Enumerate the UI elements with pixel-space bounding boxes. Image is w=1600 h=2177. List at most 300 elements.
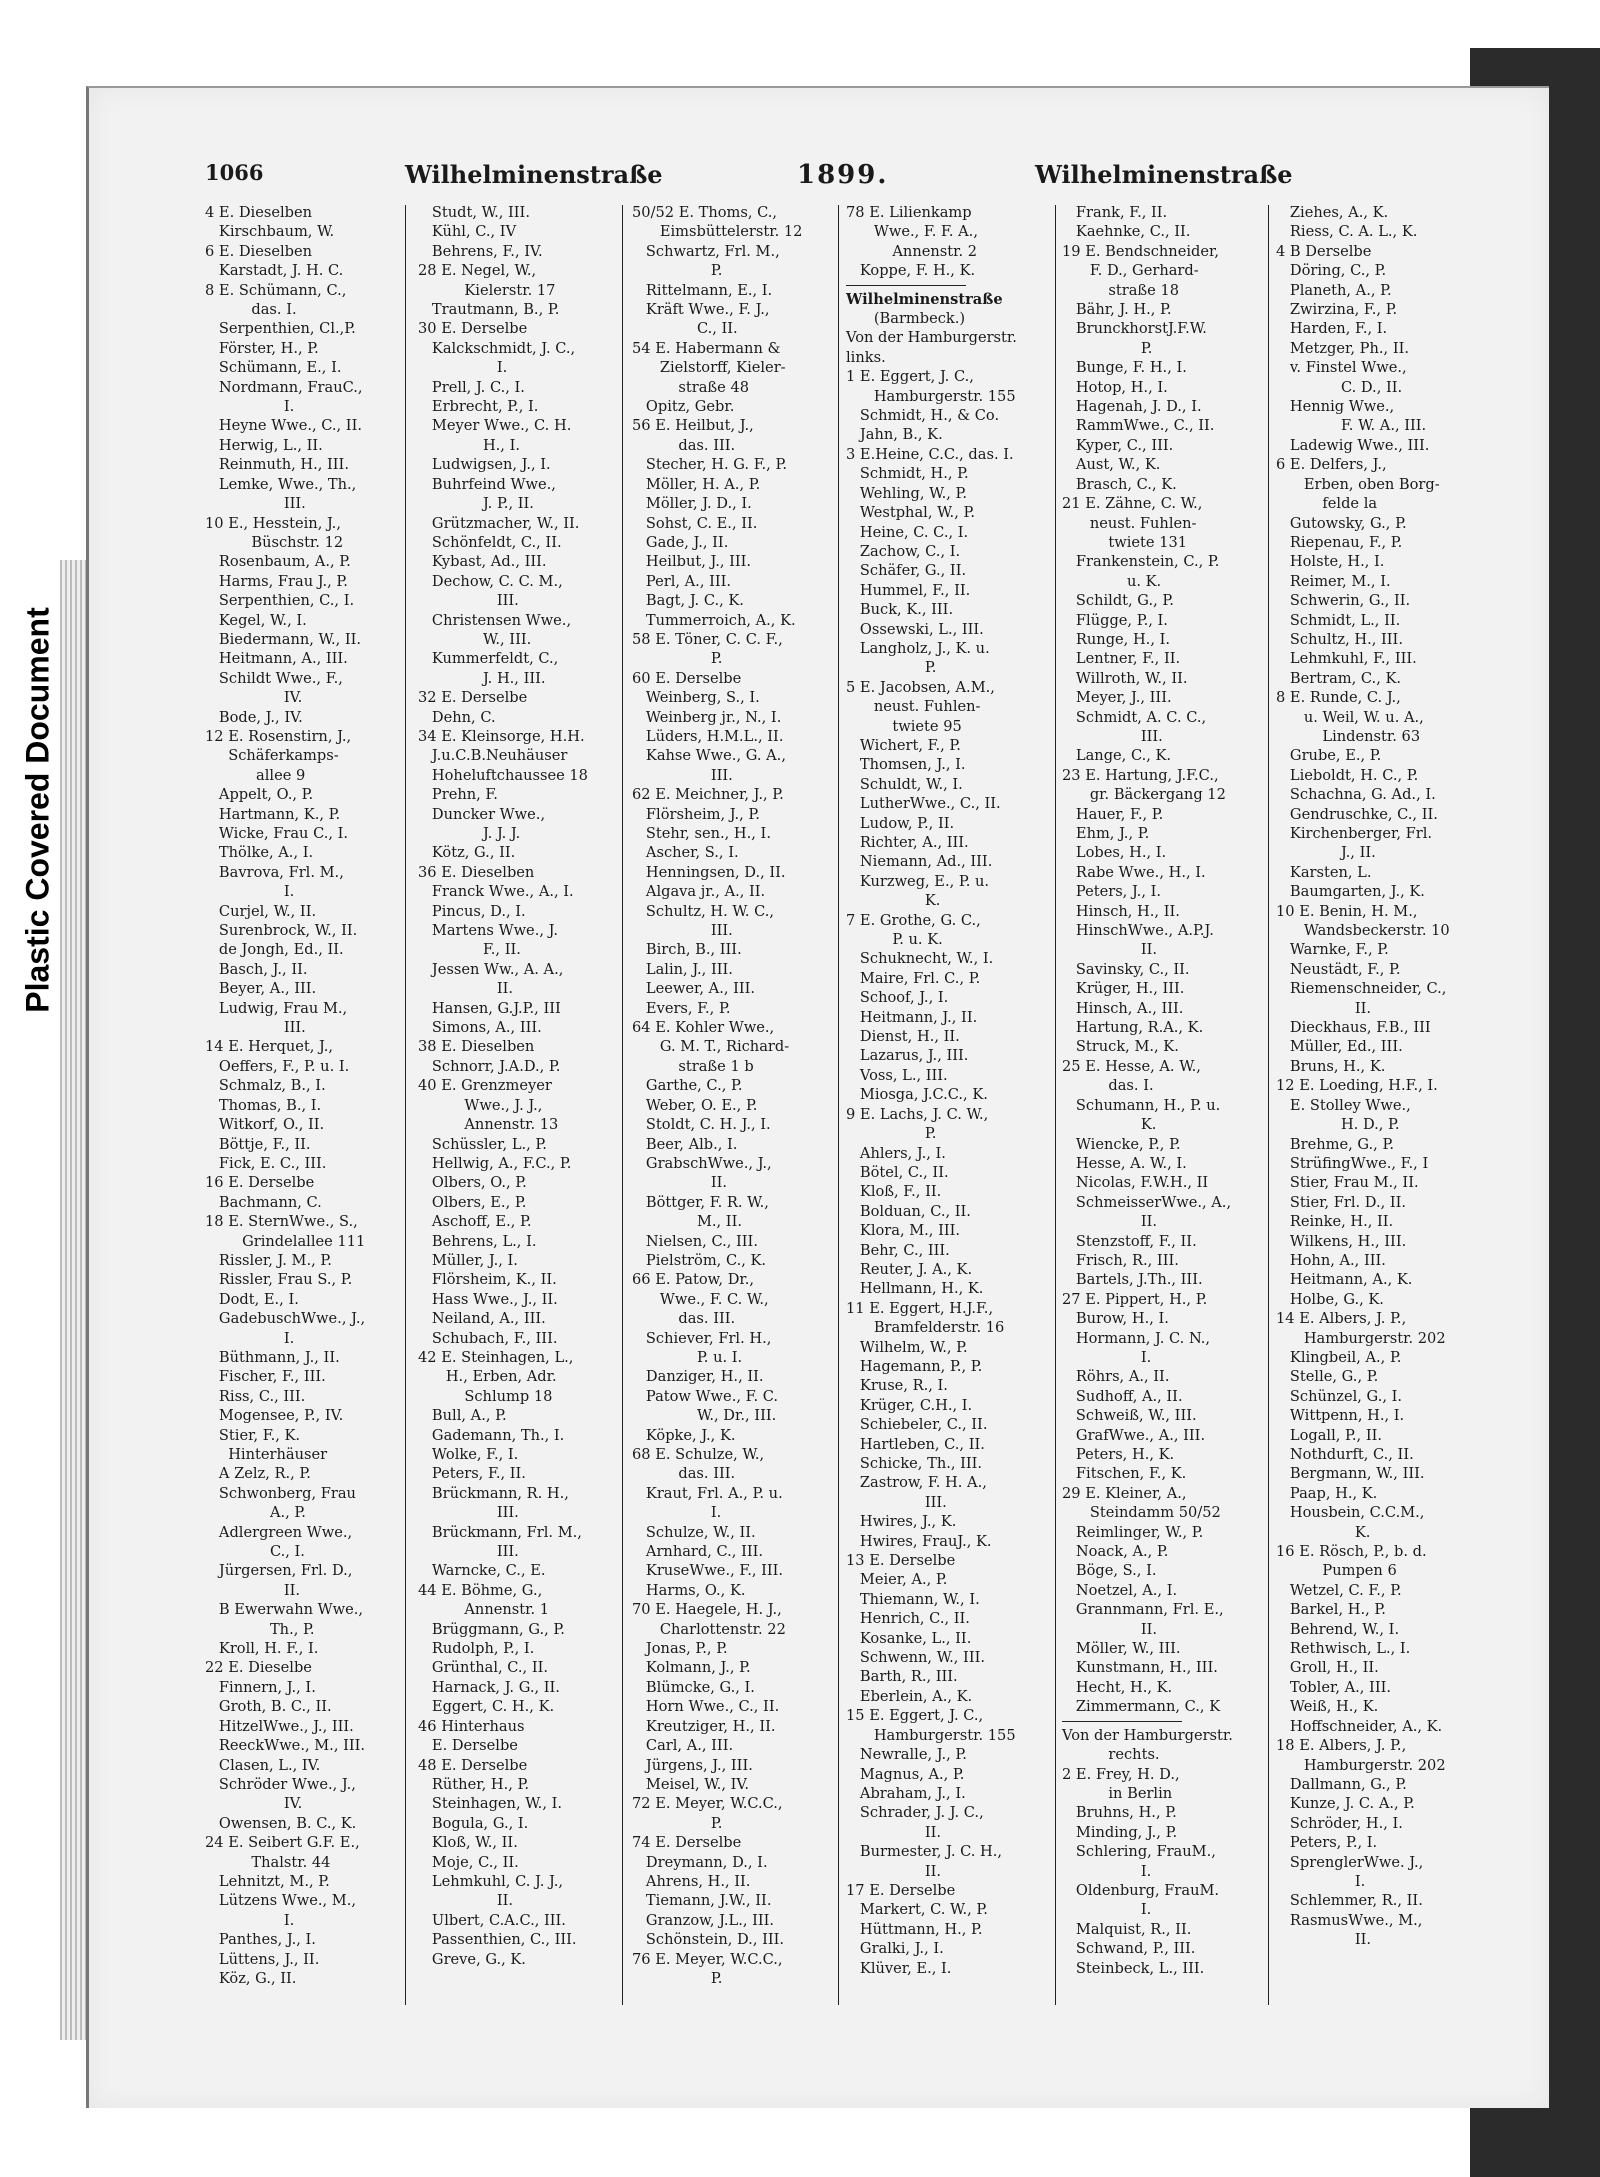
- directory-line: C., II.: [632, 320, 738, 338]
- directory-line: Pielström, C., K.: [632, 1251, 767, 1269]
- directory-column-1: [205, 203, 365, 1988]
- directory-line: Harms, O., K.: [632, 1581, 746, 1599]
- directory-line: 36 E. Dieselben: [418, 863, 535, 881]
- directory-line: Kirchenberger, Frl.: [1276, 825, 1433, 842]
- directory-line: Möller, J. D., I.: [632, 495, 752, 513]
- directory-line: Schmidt, L., II.: [1276, 611, 1401, 629]
- directory-line: Garthe, C., P.: [632, 1077, 743, 1095]
- directory-line: Warncke, C., E.: [418, 1562, 546, 1580]
- directory-line: Lentner, F., II.: [1062, 650, 1181, 668]
- directory-line: Kunstmann, H., III.: [1062, 1659, 1218, 1677]
- directory-line: J. J. J.: [418, 825, 521, 842]
- directory-line: Bavrova, Frl. M.,: [205, 863, 344, 881]
- directory-line: Greve, G., K.: [418, 1950, 526, 1968]
- directory-line: III.: [205, 495, 306, 513]
- directory-line: Wetzel, C. F., P.: [1276, 1581, 1402, 1599]
- directory-line: Kolmann, J., P.: [632, 1659, 751, 1677]
- directory-line: Schwerin, G., II.: [1276, 592, 1411, 610]
- directory-line: 50/52 E. Thoms, C.,: [632, 204, 778, 221]
- directory-line: Von der Hamburgerstr.: [846, 329, 1017, 347]
- directory-line: Weinberg jr., N., I.: [632, 708, 782, 726]
- directory-line: Brückmann, Frl. M.,: [418, 1523, 582, 1541]
- directory-line: GrafWwe., A., III.: [1062, 1426, 1206, 1444]
- directory-line: Kraut, Frl. A., P. u.: [632, 1484, 783, 1502]
- directory-line: 42 E. Steinhagen, L.,: [418, 1348, 574, 1366]
- directory-line: W., Dr., III.: [632, 1407, 777, 1425]
- directory-line: Christensen Wwe.,: [418, 611, 572, 629]
- directory-line: II.: [418, 980, 514, 998]
- directory-line: Opitz, Gebr.: [632, 398, 735, 416]
- directory-line: Logall, P., II.: [1276, 1426, 1382, 1444]
- directory-line: Bull, A., P.: [418, 1407, 507, 1425]
- directory-line: Hinsch, H., II.: [1062, 902, 1180, 920]
- directory-line: I.: [205, 1329, 295, 1347]
- directory-line: Brückmann, R. H.,: [418, 1484, 569, 1502]
- directory-line: Bunge, F. H., I.: [1062, 359, 1187, 377]
- directory-line: Behrens, F., IV.: [418, 242, 543, 260]
- directory-line: 6 E. Dieselben: [205, 242, 313, 260]
- directory-line: RasmusWwe., M.,: [1276, 1911, 1423, 1929]
- directory-line: Pincus, D., I.: [418, 902, 526, 920]
- directory-line: Stier, F., K.: [205, 1426, 301, 1444]
- directory-line: HitzelWwe., J., III.: [205, 1717, 354, 1735]
- side-label: [8, 540, 68, 1080]
- directory-line: Brehme, G., P.: [1276, 1135, 1394, 1153]
- directory-line: Reinke, H., II.: [1276, 1213, 1394, 1231]
- directory-line: I.: [1276, 1872, 1366, 1890]
- directory-line: Harms, Frau J., P.: [205, 572, 348, 590]
- directory-line: 16 E. Rösch, P., b. d.: [1276, 1543, 1427, 1561]
- directory-line: Bötel, C., II.: [846, 1163, 949, 1181]
- directory-line: 7 E. Grothe, G. C.,: [846, 911, 981, 929]
- section-rule: [1062, 1721, 1182, 1722]
- directory-line: Meyer Wwe., C. H.: [418, 417, 572, 435]
- directory-line: Kirschbaum, W.: [205, 223, 335, 241]
- directory-line: Ludow, P., II.: [846, 814, 955, 832]
- directory-line: Grünthal, C., II.: [418, 1659, 548, 1677]
- directory-line: Hesse, A. W., I.: [1062, 1154, 1187, 1172]
- directory-line: Jürgersen, Frl. D.,: [205, 1562, 353, 1580]
- directory-line: Horn Wwe., C., II.: [632, 1698, 780, 1716]
- directory-line: Fischer, F., III.: [205, 1368, 326, 1386]
- directory-line: I.: [205, 883, 295, 901]
- directory-line: Meisel, W., IV.: [632, 1775, 749, 1793]
- directory-line: Birch, B., III.: [632, 941, 742, 959]
- directory-line: Stehr, sen., H., I.: [632, 825, 771, 842]
- directory-line: Ehm, J., P.: [1062, 825, 1150, 842]
- directory-line: Grützmacher, W., II.: [418, 514, 580, 532]
- directory-line: Olbers, O., P.: [418, 1174, 527, 1192]
- directory-line: Zachow, C., I.: [846, 542, 961, 560]
- directory-line: Möller, W., III.: [1062, 1640, 1181, 1658]
- column-divider: [622, 205, 623, 2005]
- directory-line: II.: [1062, 1213, 1158, 1231]
- directory-line: Schwand, P., III.: [1062, 1940, 1196, 1958]
- directory-line: Grindelallee 111: [205, 1232, 366, 1250]
- directory-line: Peters, J., I.: [1062, 883, 1161, 901]
- directory-line: 14 E. Herquet, J.,: [205, 1038, 333, 1056]
- directory-line: 8 E. Schümann, C.,: [205, 281, 347, 299]
- directory-line: 56 E. Heilbut, J.,: [632, 417, 754, 435]
- directory-line: Henrich, C., II.: [846, 1610, 970, 1628]
- directory-line: Hüttmann, H., P.: [846, 1920, 983, 1938]
- directory-line: Stier, Frl. D., II.: [1276, 1193, 1407, 1211]
- directory-line: 25 E. Hesse, A. W.,: [1062, 1057, 1201, 1075]
- directory-line: Oeffers, F., P. u. I.: [205, 1057, 350, 1075]
- section-subtitle: (Barmbeck.): [846, 310, 966, 328]
- directory-line: Algava jr., A., II.: [632, 883, 766, 901]
- directory-line: LutherWwe., C., II.: [846, 795, 1001, 813]
- directory-line: 29 E. Kleiner, A.,: [1062, 1484, 1187, 1502]
- directory-line: Willroth, W., II.: [1062, 669, 1188, 687]
- directory-line: Trautmann, B., P.: [418, 301, 560, 319]
- directory-line: III.: [418, 1504, 519, 1522]
- directory-line: StrüfingWwe., F., I: [1276, 1154, 1429, 1172]
- directory-line: Hinsch, A., III.: [1062, 999, 1184, 1017]
- directory-line: 18 E. SternWwe., S.,: [205, 1213, 358, 1231]
- directory-line: Franck Wwe., A., I.: [418, 883, 574, 901]
- directory-line: Biedermann, W., II.: [205, 630, 362, 648]
- directory-line: 34 E. Kleinsorge, H.H.: [418, 727, 585, 745]
- directory-line: Nordmann, FrauC.,: [205, 378, 363, 396]
- directory-line: G. M. T., Richard-: [632, 1038, 790, 1056]
- directory-line: Holste, H., I.: [1276, 553, 1385, 571]
- directory-line: Dehn, C.: [418, 708, 496, 726]
- directory-line: K.: [1062, 1116, 1157, 1134]
- directory-line: Karsten, L.: [1276, 863, 1372, 881]
- directory-line: Grube, E., P.: [1276, 747, 1382, 765]
- directory-line: C. D., II.: [1276, 378, 1403, 396]
- directory-line: 12 E. Rosenstirn, J.,: [205, 727, 352, 745]
- directory-line: Wilkens, H., III.: [1276, 1232, 1407, 1250]
- directory-line: 46 Hinterhaus: [418, 1717, 525, 1735]
- directory-line: Hennig Wwe.,: [1276, 398, 1395, 416]
- directory-line: Bogula, G., I.: [418, 1814, 529, 1832]
- directory-line: neust. Fuhlen-: [1062, 514, 1197, 532]
- directory-line: Granzow, J.L., III.: [632, 1911, 775, 1929]
- directory-line: Stoldt, C. H. J., I.: [632, 1116, 771, 1134]
- directory-line: Burmester, J. C. H.,: [846, 1843, 1003, 1861]
- directory-line: P. u. K.: [846, 931, 943, 949]
- directory-line: Schäfer, G., II.: [846, 562, 967, 580]
- directory-line: Aust, W., K.: [1062, 456, 1161, 474]
- directory-line: Bruns, H., K.: [1276, 1057, 1386, 1075]
- directory-line: Hamburgerstr. 155: [846, 387, 1016, 405]
- directory-line: Schildt, G., P.: [1062, 592, 1174, 610]
- directory-line: 15 E. Eggert, J. C.,: [846, 1707, 984, 1725]
- directory-line: I.: [1062, 1348, 1152, 1366]
- directory-line: Rudolph, P., I.: [418, 1640, 535, 1658]
- directory-line: Henningsen, D., II.: [632, 863, 786, 881]
- directory-line: Arnhard, C., III.: [632, 1543, 764, 1561]
- directory-line: Ahlers, J., I.: [846, 1144, 946, 1162]
- directory-line: Nicolas, F.W.H., II: [1062, 1174, 1209, 1192]
- directory-line: Ahrens, H., II.: [632, 1872, 751, 1890]
- directory-line: Weber, O. E., P.: [632, 1096, 758, 1114]
- directory-line: M., II.: [632, 1213, 742, 1231]
- directory-line: Newralle, J., P.: [846, 1746, 967, 1764]
- column-divider: [405, 205, 406, 2005]
- directory-line: 74 E. Derselbe: [632, 1834, 742, 1852]
- directory-line: 8 E. Runde, C. J.,: [1276, 689, 1401, 707]
- directory-line: Schiever, Frl. H.,: [632, 1329, 772, 1347]
- directory-line: Thalstr. 44: [205, 1853, 331, 1871]
- directory-line: Danziger, H., II.: [632, 1368, 764, 1386]
- directory-line: 32 E. Derselbe: [418, 689, 528, 707]
- directory-line: das. III.: [632, 436, 736, 454]
- directory-line: Heitmann, A., K.: [1276, 1271, 1413, 1289]
- directory-line: ReeckWwe., M., III.: [205, 1737, 366, 1755]
- directory-line: u. Weil, W. u. A.,: [1276, 708, 1424, 726]
- directory-line: Riss, C., III.: [205, 1387, 306, 1405]
- directory-line: Beer, Alb., I.: [632, 1135, 738, 1153]
- directory-line: I.: [632, 1504, 722, 1522]
- directory-line: J. P., II.: [418, 495, 534, 513]
- directory-line: Behr, C., III.: [846, 1241, 950, 1259]
- directory-line: P.: [846, 1125, 937, 1143]
- directory-line: Simons, A., III.: [418, 1019, 542, 1037]
- directory-line: Schröder Wwe., J.,: [205, 1775, 356, 1793]
- directory-line: 16 E. Derselbe: [205, 1174, 315, 1192]
- directory-line: Köpke, J., K.: [632, 1426, 736, 1444]
- directory-line: KruseWwe., F., III.: [632, 1562, 784, 1580]
- directory-line: Schäferkamps-: [205, 747, 339, 765]
- directory-line: Stenzstoff, F., II.: [1062, 1232, 1197, 1250]
- directory-line: Kreutziger, H., II.: [632, 1717, 776, 1735]
- directory-line: Baumgarten, J., K.: [1276, 883, 1425, 901]
- directory-line: IV.: [205, 1795, 303, 1813]
- directory-line: 19 E. Bendschneider,: [1062, 242, 1219, 260]
- directory-line: Lemke, Wwe., Th.,: [205, 475, 357, 493]
- directory-line: Peters, P., I.: [1276, 1834, 1378, 1852]
- directory-line: I.: [205, 1911, 295, 1929]
- header-street-right: Wilhelminenstraße: [1035, 160, 1293, 189]
- directory-line: Behrend, W., I.: [1276, 1620, 1400, 1638]
- directory-line: Hwires, FrauJ., K.: [846, 1532, 992, 1550]
- directory-line: 62 E. Meichner, J., P.: [632, 786, 784, 804]
- directory-line: Aschoff, E., P.: [418, 1213, 532, 1231]
- directory-line: Nielsen, C., III.: [632, 1232, 758, 1250]
- directory-line: Evers, F., P.: [632, 999, 731, 1017]
- directory-line: 60 E. Derselbe: [632, 669, 742, 687]
- directory-column-3: [632, 203, 802, 1988]
- directory-line: K.: [846, 892, 941, 910]
- directory-line: Koppe, F. H., K.: [846, 262, 976, 280]
- directory-line: Gendruschke, C., II.: [1276, 805, 1438, 823]
- directory-line: Nothdurft, C., II.: [1276, 1446, 1414, 1463]
- directory-line: Brasch, C., K.: [1062, 475, 1177, 493]
- directory-line: Brüggmann, G., P.: [418, 1620, 565, 1638]
- directory-line: 10 E., Hesstein, J.,: [205, 514, 341, 532]
- directory-line: Schmidt, A. C. C.,: [1062, 708, 1207, 726]
- directory-line: Hagenah, J. D., I.: [1062, 398, 1202, 416]
- directory-line: 23 E. Hartung, J.F.C.,: [1062, 766, 1219, 784]
- directory-line: Schwenn, W., III.: [846, 1649, 985, 1667]
- directory-line: Lieboldt, H. C., P.: [1276, 766, 1419, 784]
- directory-line: Böttje, F., II.: [205, 1135, 311, 1153]
- directory-line: Zwirzina, F., P.: [1276, 301, 1398, 319]
- directory-column-5: [1062, 203, 1233, 1978]
- directory-line: Annenstr. 2: [846, 242, 978, 260]
- directory-line: 5 E. Jacobsen, A.M.,: [846, 678, 995, 696]
- directory-line: Neiland, A., III.: [418, 1310, 546, 1328]
- directory-line: 10 E. Benin, H. M.,: [1276, 902, 1418, 920]
- directory-line: Ludwig, Frau M.,: [205, 999, 348, 1017]
- directory-line: II.: [632, 1174, 728, 1192]
- directory-line: Klora, M., III.: [846, 1222, 961, 1240]
- directory-line: Büschstr. 12: [205, 533, 344, 551]
- directory-column-4: [846, 203, 1017, 1978]
- directory-line: Dechow, C. C. M.,: [418, 572, 563, 590]
- directory-line: Langholz, J., K. u.: [846, 639, 990, 657]
- directory-line: 38 E. Dieselben: [418, 1038, 535, 1056]
- directory-line: Heitmann, A., III.: [205, 650, 348, 668]
- directory-line: Hormann, J. C. N.,: [1062, 1329, 1211, 1347]
- directory-line: SchmeisserWwe., A.,: [1062, 1193, 1232, 1211]
- directory-line: Steinbeck, L., III.: [1062, 1959, 1205, 1977]
- directory-line: Herwig, L., II.: [205, 436, 323, 454]
- directory-line: Harden, F., I.: [1276, 320, 1388, 338]
- directory-line: Steindamm 50/52: [1062, 1504, 1221, 1522]
- directory-line: Hummel, F., II.: [846, 581, 971, 599]
- header-street-left: Wilhelminenstraße: [405, 160, 663, 189]
- directory-line: Kyper, C., III.: [1062, 436, 1174, 454]
- header-year: 1899.: [797, 160, 889, 190]
- directory-line: allee 9: [205, 766, 306, 784]
- directory-line: Dodt, E., I.: [205, 1290, 299, 1308]
- directory-line: Charlottenstr. 22: [632, 1620, 786, 1638]
- directory-line: IV.: [205, 689, 303, 707]
- directory-line: Dieckhaus, F.B., III: [1276, 1019, 1431, 1037]
- directory-line: Lützens Wwe., M.,: [205, 1892, 356, 1910]
- directory-line: Kroll, H. F., I.: [205, 1640, 319, 1658]
- directory-line: Stier, Frau M., II.: [1276, 1174, 1419, 1192]
- directory-line: P. u. I.: [632, 1348, 743, 1366]
- directory-line: Kaehnke, C., II.: [1062, 223, 1191, 241]
- directory-line: 58 E. Töner, C. C. F.,: [632, 630, 783, 648]
- directory-line: Böttger, F. R. W.,: [632, 1193, 769, 1211]
- directory-line: Wandsbeckerstr. 10: [1276, 922, 1450, 940]
- directory-line: 13 E. Derselbe: [846, 1552, 956, 1570]
- directory-line: Hass Wwe., J., II.: [418, 1290, 558, 1308]
- directory-line: Schuknecht, W., I.: [846, 950, 994, 968]
- directory-line: Bolduan, C., II.: [846, 1202, 971, 1220]
- directory-line: 24 E. Seibert G.F. E.,: [205, 1834, 360, 1852]
- directory-line: 4 E. Dieselben: [205, 204, 313, 221]
- directory-line: 72 E. Meyer, W.C.C.,: [632, 1795, 783, 1813]
- directory-line: Tobler, A., III.: [1276, 1678, 1391, 1696]
- directory-line: Schultz, H., III.: [1276, 630, 1403, 648]
- directory-line: F., II.: [418, 941, 521, 959]
- directory-line: Riepenau, F., P.: [1276, 533, 1403, 551]
- side-label-text: Plastic Covered Document: [19, 607, 56, 1013]
- directory-line: 30 E. Derselbe: [418, 320, 528, 338]
- directory-line: Möller, H. A., P.: [632, 475, 761, 493]
- directory-line: 48 E. Derselbe: [418, 1756, 528, 1774]
- directory-line: Magnus, A., P.: [846, 1765, 965, 1783]
- directory-line: 68 E. Schulze, W.,: [632, 1446, 765, 1463]
- directory-line: Burow, H., I.: [1062, 1310, 1169, 1328]
- directory-line: Serpenthien, C., I.: [205, 592, 355, 610]
- directory-line: Hamburgerstr. 202: [1276, 1756, 1446, 1774]
- directory-line: Wittpenn, H., I.: [1276, 1407, 1405, 1425]
- column-divider: [1055, 205, 1056, 2005]
- directory-line: 4 B Derselbe: [1276, 242, 1372, 260]
- directory-line: Lehmkuhl, C. J. J.,: [418, 1872, 563, 1890]
- directory-line: GadebuschWwe., J.,: [205, 1310, 366, 1328]
- directory-line: K.: [1276, 1523, 1371, 1541]
- directory-line: Tiemann, J.W., II.: [632, 1892, 772, 1910]
- directory-line: Hartung, R.A., K.: [1062, 1019, 1204, 1037]
- directory-line: Prell, J. C., I.: [418, 378, 525, 396]
- directory-line: 54 E. Habermann &: [632, 339, 781, 357]
- directory-line: Barkel, H., P.: [1276, 1601, 1386, 1619]
- directory-line: Flörsheim, K., II.: [418, 1271, 557, 1289]
- directory-line: straße 48: [632, 378, 750, 396]
- directory-line: Zielstorff, Kieler-: [632, 359, 786, 377]
- directory-line: Frisch, R., III.: [1062, 1251, 1179, 1269]
- directory-line: 14 E. Albers, J. P.,: [1276, 1310, 1407, 1328]
- directory-line: II.: [1062, 941, 1158, 959]
- directory-line: J., II.: [1276, 844, 1376, 862]
- directory-line: II.: [846, 1823, 942, 1841]
- directory-line: Neustädt, F., P.: [1276, 960, 1401, 978]
- directory-line: Von der Hamburgerstr.: [1062, 1726, 1233, 1744]
- directory-line: Lobes, H., I.: [1062, 844, 1167, 862]
- directory-line: Warnke, F., P.: [1276, 941, 1389, 959]
- directory-line: Heitmann, J., II.: [846, 1008, 978, 1026]
- directory-line: 3 E.Heine, C.C., das. I.: [846, 445, 1014, 463]
- directory-line: Owensen, B. C., K.: [205, 1814, 357, 1832]
- directory-line: Dienst, H., II.: [846, 1028, 960, 1046]
- directory-line: A Zelz, R., P.: [205, 1465, 311, 1483]
- directory-line: Duncker Wwe.,: [418, 805, 546, 823]
- column-divider: [838, 205, 839, 2005]
- directory-line: Kielerstr. 17: [418, 281, 556, 299]
- directory-line: Minding, J., P.: [1062, 1823, 1178, 1841]
- directory-line: RammWwe., C., II.: [1062, 417, 1215, 435]
- directory-line: Müller, J., I.: [418, 1251, 518, 1269]
- directory-line: Büthmann, J., II.: [205, 1348, 340, 1366]
- directory-line: 21 E. Zähne, C. W.,: [1062, 495, 1203, 513]
- directory-line: E. Derselbe: [418, 1737, 518, 1755]
- directory-line: Panthes, J., I.: [205, 1931, 316, 1949]
- directory-line: rechts.: [1062, 1746, 1160, 1764]
- directory-line: Rüther, H., P.: [418, 1775, 529, 1793]
- directory-line: Struck, M., K.: [1062, 1038, 1179, 1056]
- directory-line: Curjel, W., II.: [205, 902, 317, 920]
- directory-line: Rosenbaum, A., P.: [205, 553, 351, 571]
- directory-line: Erben, oben Borg-: [1276, 475, 1440, 493]
- directory-line: H., I.: [418, 436, 520, 454]
- directory-line: 78 E. Lilienkamp: [846, 204, 972, 221]
- directory-line: Peters, H., K.: [1062, 1446, 1175, 1463]
- directory-line: Schoof, J., I.: [846, 989, 949, 1007]
- directory-line: Schlemmer, R., II.: [1276, 1892, 1423, 1910]
- directory-line: Peters, F., II.: [418, 1465, 526, 1483]
- directory-line: III.: [632, 922, 733, 940]
- directory-line: Schnorr, J.A.D., P.: [418, 1057, 561, 1075]
- directory-line: Kurzweg, E., P. u.: [846, 872, 990, 890]
- page-number: 1066: [205, 160, 264, 185]
- directory-line: Lehmkuhl, F., III.: [1276, 650, 1417, 668]
- directory-line: II.: [418, 1892, 514, 1910]
- directory-line: Lüttens, J., II.: [205, 1950, 320, 1968]
- directory-line: Wehling, W., P.: [846, 484, 967, 502]
- directory-line: Sohst, C. E., II.: [632, 514, 758, 532]
- directory-line: Schuldt, W., I.: [846, 775, 963, 793]
- directory-line: Hellwig, A., F.C., P.: [418, 1154, 572, 1172]
